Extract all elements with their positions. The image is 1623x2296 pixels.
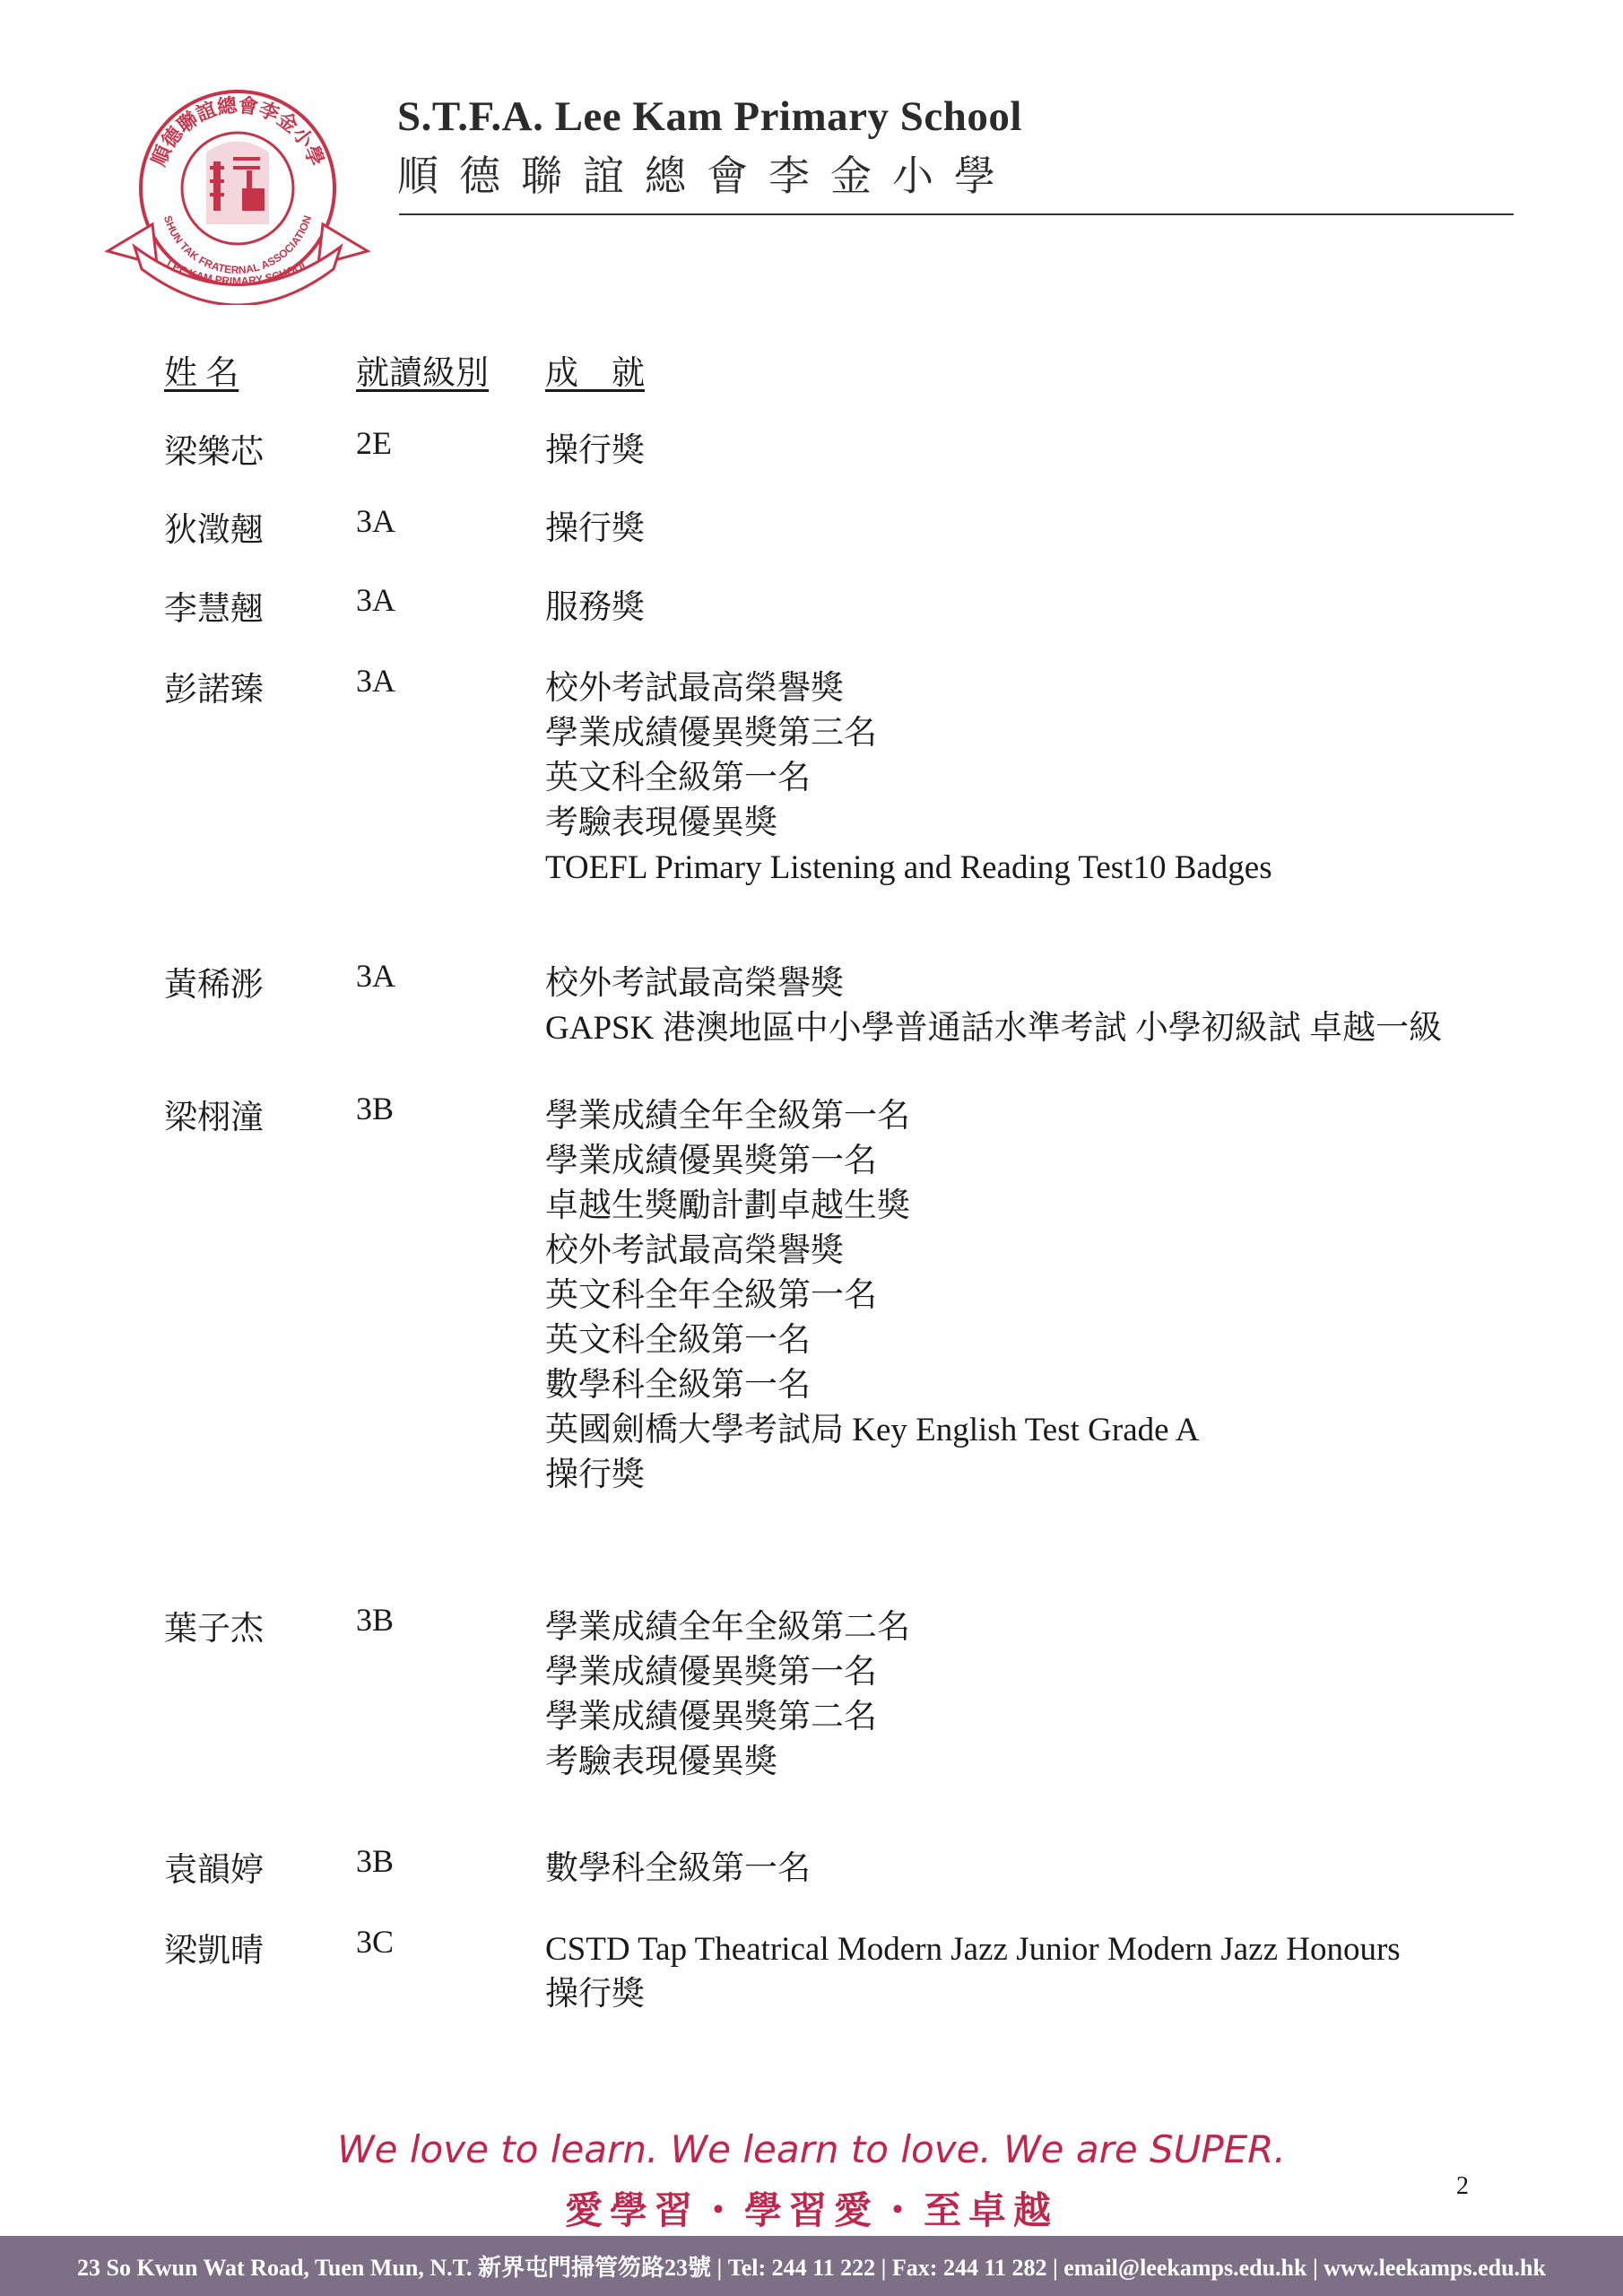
school-motto-en: We love to learn. We learn to love. We are SUPER. (337, 2127, 1286, 2171)
achievement-item: 英文科全級第一名 (545, 760, 811, 796)
student-name: 彭諾臻 (164, 672, 264, 709)
achievement-item: 英國劍橋大學考試局 Key English Test Grade A (545, 1412, 1200, 1448)
achievement-item: 操行獎 (545, 1457, 645, 1493)
svg-text:順德聯誼總會李金小學: 順德聯誼總會李金小學 (148, 94, 327, 170)
achievement-item: 校外考試最高榮譽獎 (545, 1232, 844, 1269)
contact-info: 23 So Kwun Wat Road, Tuen Mun, N.T. 新界屯門掃管笏路23號 | Tel: 244 11 222 | Fax: 244 11 282 | email@leekamps.edu.hk | www.leekamps.edu.hk (77, 2255, 1546, 2281)
student-grade: 3B (356, 1091, 395, 1126)
school-name-en: S.T.F.A. Lee Kam Primary School (397, 93, 1022, 140)
student-grade: 3A (356, 582, 395, 618)
achievement-item: 服務獎 (545, 589, 645, 626)
student-name: 梁樂芯 (164, 434, 264, 471)
achievement-item: 學業成績全年全級第二名 (545, 1609, 910, 1646)
student-name: 葉子杰 (164, 1611, 264, 1648)
achievement-item: 學業成績優異獎第一名 (545, 1143, 877, 1179)
achievement-item: 考驗表現優異獎 (545, 1744, 777, 1780)
achievement-item: 操行獎 (545, 1976, 645, 2013)
achievement-item: TOEFL Primary Listening and Reading Test10 Badges (545, 849, 1272, 886)
achievement-list (545, 1601, 910, 1789)
student-name: 梁凱晴 (164, 1933, 264, 1970)
student-grade: 3A (356, 663, 395, 699)
column-header-grade: 就讀級別 (356, 355, 489, 392)
achievement-item: 卓越生獎勵計劃卓越生獎 (545, 1187, 910, 1224)
achievement-list (545, 957, 1442, 1056)
column-header-name: 姓 名 (164, 355, 239, 392)
achievement-list (545, 1090, 1199, 1502)
achievement-item: 操行獎 (545, 432, 645, 469)
school-name-zh: 順德聯誼總會李金小學 (397, 152, 1016, 200)
page-number: 2 (1456, 2172, 1469, 2200)
school-crest-logo (99, 63, 377, 305)
achievement-item: CSTD Tap Theatrical Modern Jazz Junior Modern Jazz Honours (545, 1931, 1401, 1968)
student-grade: 3B (356, 1843, 395, 1879)
achievement-item: 學業成績優異獎第三名 (545, 715, 877, 752)
achievement-item: 學業成績優異獎第一名 (545, 1654, 877, 1691)
achievement-list (545, 1923, 1401, 2022)
student-grade: 3C (356, 1924, 395, 1960)
achievement-list (545, 502, 645, 556)
achievement-item: 學業成績優異獎第二名 (545, 1699, 877, 1735)
student-grade: 3A (356, 958, 395, 994)
student-name: 袁韻婷 (164, 1852, 264, 1889)
achievement-item: 英文科全級第一名 (545, 1322, 811, 1359)
student-grade: 3B (356, 1602, 395, 1638)
student-grade: 3A (356, 503, 395, 539)
contact-footer-bar (0, 2236, 1623, 2296)
achievement-item: 考驗表現優異獎 (545, 804, 777, 841)
column-header-achievement: 成 就 (545, 355, 645, 392)
achievement-list (545, 1842, 811, 1896)
header-divider (399, 213, 1514, 215)
achievement-item: 校外考試最高榮譽獎 (545, 965, 844, 1002)
student-name: 李慧翹 (164, 591, 264, 628)
achievement-item: 英文科全年全級第一名 (545, 1277, 877, 1314)
achievement-list (545, 581, 645, 635)
svg-text:LEE KAM PRIMARY SCHOOL: LEE KAM PRIMARY SCHOOL (164, 257, 311, 288)
achievement-item: 操行獎 (545, 510, 645, 547)
student-name: 黃稀浵 (164, 967, 264, 1004)
school-motto-zh: 愛學習・學習愛・至卓越 (564, 2188, 1058, 2232)
achievement-item: 數學科全級第一名 (545, 1367, 811, 1404)
student-grade: 2E (356, 425, 392, 461)
student-name: 梁栩潼 (164, 1100, 264, 1136)
achievement-item: 數學科全級第一名 (545, 1850, 811, 1887)
svg-text:SHUN TAK FRATERNAL ASSOCIATION: SHUN TAK FRATERNAL ASSOCIATION (161, 213, 315, 277)
achievement-item: 學業成績全年全級第一名 (545, 1098, 910, 1135)
achievement-item: 校外考試最高榮譽獎 (545, 670, 844, 707)
achievement-item: GAPSK 港澳地區中小學普通話水準考試 小學初級試 卓越一級 (545, 1010, 1443, 1047)
achievement-list (545, 424, 645, 478)
student-name: 狄澂翹 (164, 512, 264, 549)
achievement-list (545, 662, 1272, 895)
